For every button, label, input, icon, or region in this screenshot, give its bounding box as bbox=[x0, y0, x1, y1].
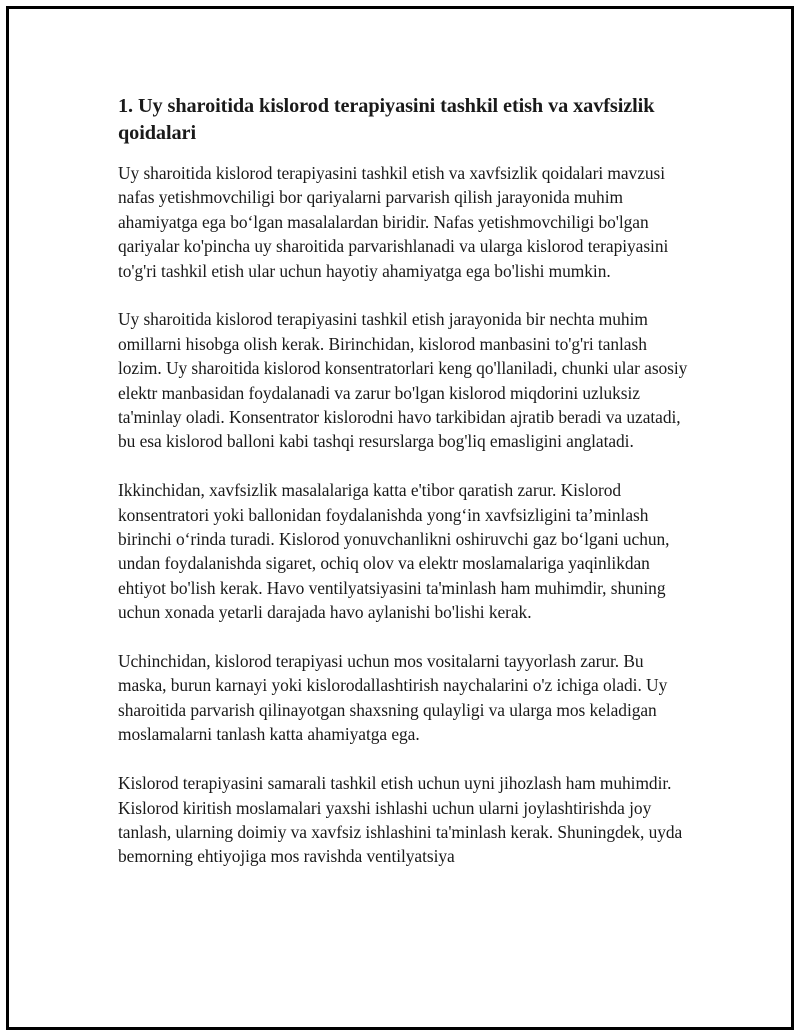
paragraph-equipment: Uchinchidan, kislorod terapiyasi uchun mos vositalarni tayyorlash zarur. Bu maska, burun karnayi yoki kislorodallashtirish naychalarini o'z ichiga oladi. Uy sharoitida parvarish qilinayotgan shaxsning qulayligi va ularga mos keladigan moslamalarni tanlash katta ahamiyatga ega. bbox=[118, 651, 668, 745]
paragraph-intro: Uy sharoitida kislorod terapiyasini tashkil etish va xavfsizlik qoidalari mavzusi nafas yetishmovchiligi bor qariyalarni parvarish qilish jarayonida muhim ahamiyatga ega bo‘lgan masalalardan biridir. Nafas yetishmovchiligi bo'lgan qariyalar ko'pincha uy sharoitida parvarishlanadi va ularga kislorod terapiyasini to'g'ri tashkil etish ular uchun hayotiy ahamiyatga ega bo'lishi mumkin. bbox=[118, 163, 669, 281]
paragraph-home-setup: Kislorod terapiyasini samarali tashkil etish uchun uyni jihozlash ham muhimdir. Kislorod kiritish moslamalari yaxshi ishlashi uchun ularni joylashtirishda joy tanlash, ularning doimiy va xavfsiz ishlashini ta'minlash kerak. Shuningdek, uyda bemorning ehtiyojiga mos ravishda ventilyatsiya bbox=[118, 773, 683, 867]
section-heading: 1. Uy sharoitida kislorod terapiyasini tashkil etish va xavfsizlik qoidalari bbox=[118, 95, 655, 144]
paragraph-safety: Ikkinchidan, xavfsizlik masalalariga katta e'tibor qaratish zarur. Kislorod konsentratori yoki ballonidan foydalanishda yong‘in xavfsizligini ta’minlash birinchi o‘rinda turadi. Kislorod yonuvchanlikni oshiruvchi gaz bo‘lgani uchun, undan foydalanishda sigaret, ochiq olov va elektr moslamalariga yaqinlikdan ehtiyot bo'lish kerak. Havo ventilyatsiyasini ta'minlash ham muhimdir, shuning uchun xonada yetarli darajada havo aylanishi bo'lishi kerak. bbox=[118, 480, 670, 623]
paragraph-oxygen-source: Uy sharoitida kislorod terapiyasini tashkil etish jarayonida bir nechta muhim omillarni hisobga olish kerak. Birinchidan, kislorod manbasini to'g'ri tanlash lozim. Uy sharoitida kislorod konsentratorlari keng qo'llaniladi, chunki ular asosiy elektr manbasidan foydalanadi va zarur bo'lgan kislorod miqdorini uzluksiz ta'minlay oladi. Konsentrator kislorodni havo tarkibidan ajratib beradi va uzatadi, bu esa kislorod balloni kabi tashqi resurslarga bog'liq emasligini anglatadi. bbox=[118, 309, 688, 452]
document-body bbox=[118, 93, 688, 893]
